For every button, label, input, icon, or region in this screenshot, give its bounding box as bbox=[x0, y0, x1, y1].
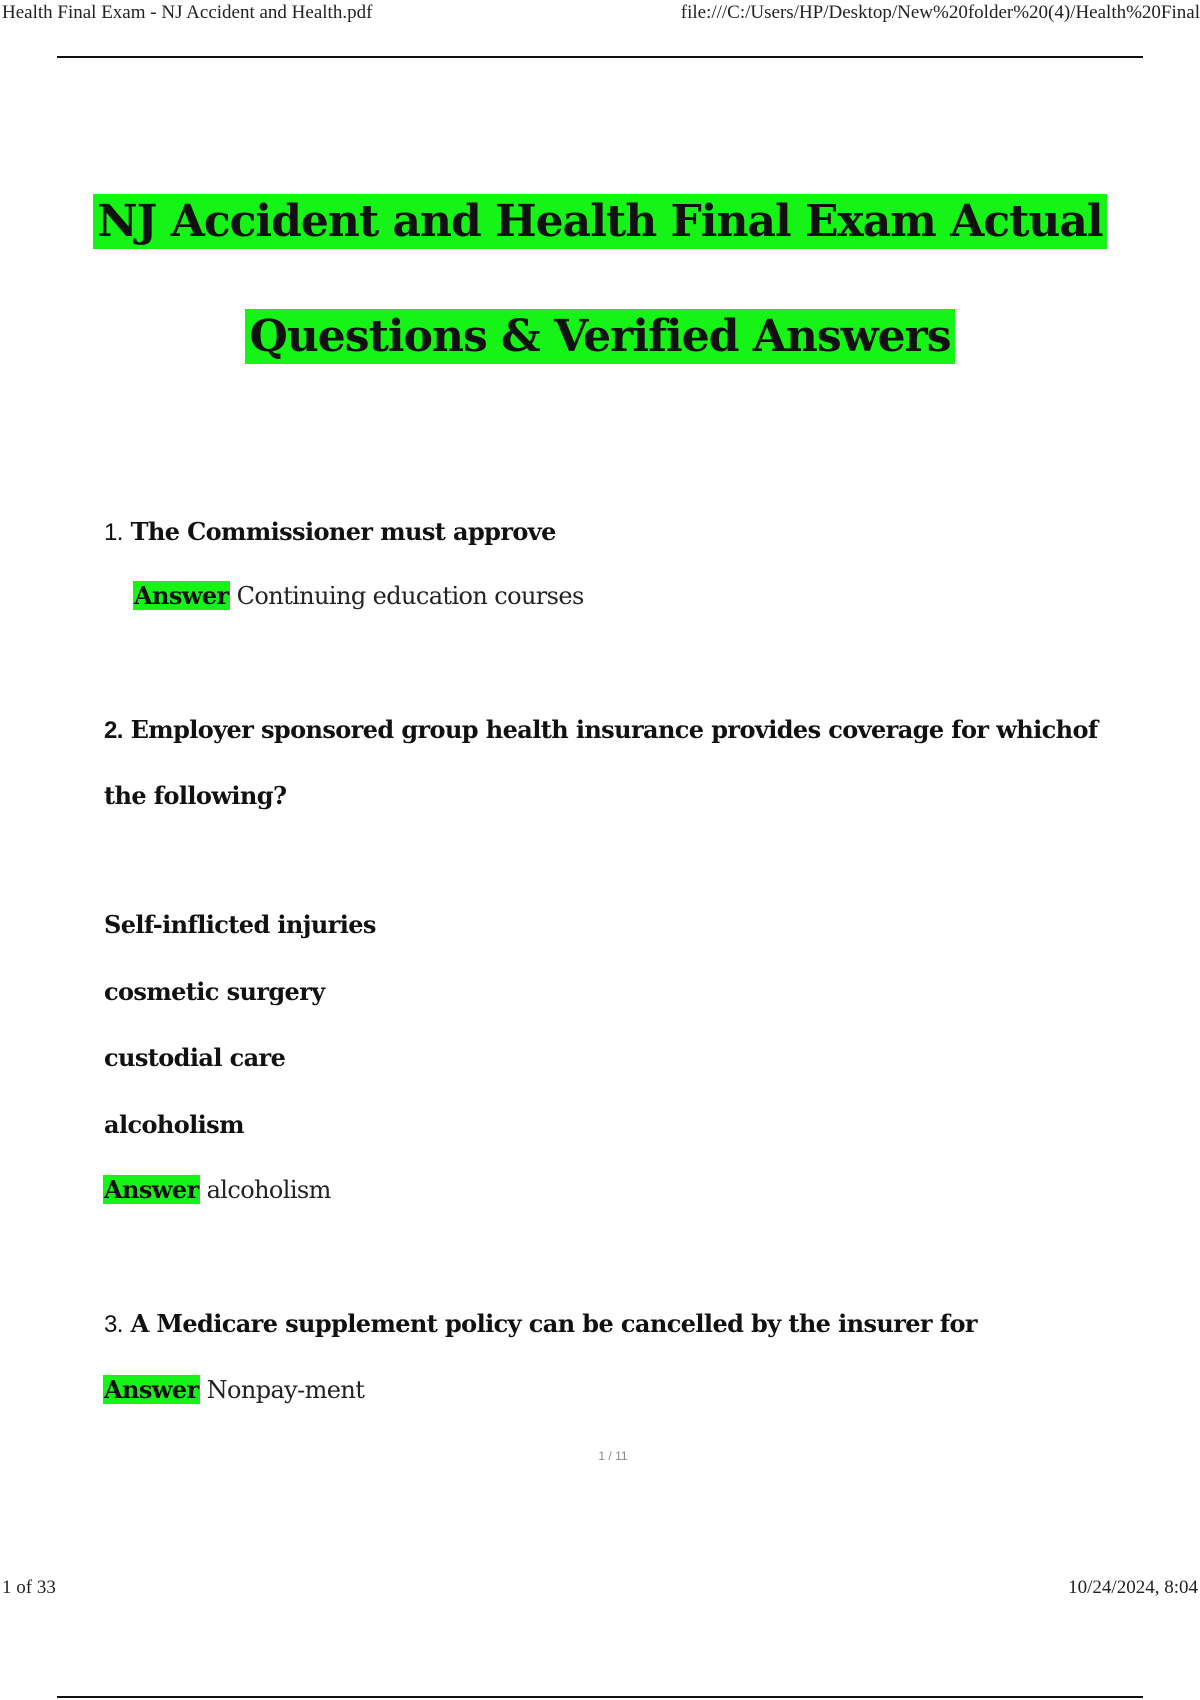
question-2 bbox=[104, 715, 1098, 745]
question-2-text-line-2: the following? bbox=[104, 781, 287, 810]
page-number: 1 / 11 bbox=[598, 1449, 628, 1463]
print-footer-datetime: 10/24/2024, 8:04 bbox=[1068, 1577, 1198, 1598]
question-2-option-2: cosmetic surgery bbox=[104, 977, 325, 1006]
question-1-text: The Commissioner must approve bbox=[130, 517, 556, 546]
answer-label: Answer bbox=[104, 1175, 199, 1204]
question-1-number: 1. bbox=[104, 519, 123, 546]
print-footer-page: 1 of 33 bbox=[2, 1577, 56, 1598]
question-1-answer bbox=[133, 581, 584, 610]
top-divider bbox=[57, 56, 1143, 58]
document-title-line-2 bbox=[0, 311, 1200, 362]
question-1 bbox=[104, 517, 556, 547]
document-title-text-2: Questions & Verified Answers bbox=[245, 309, 954, 364]
print-header-url: file:///C:/Users/HP/Desktop/New%20folder%20(4)/Health%20Final bbox=[680, 2, 1200, 23]
question-3-text: A Medicare supplement policy can be cancelled by the insurer for bbox=[130, 1309, 977, 1338]
answer-label: Answer bbox=[104, 1375, 199, 1404]
print-header bbox=[0, 0, 1200, 28]
question-2-answer bbox=[103, 1175, 331, 1204]
document-title-line-1 bbox=[0, 196, 1200, 247]
question-2-option-4: alcoholism bbox=[104, 1110, 244, 1139]
question-3-answer-text: Nonpay-ment bbox=[206, 1376, 365, 1404]
document-title-text-1: NJ Accident and Health Final Exam Actual bbox=[93, 194, 1106, 249]
print-header-title: Health Final Exam - NJ Accident and Health.pdf bbox=[2, 2, 373, 23]
question-2-option-1: Self-inflicted injuries bbox=[104, 910, 376, 939]
bottom-divider bbox=[57, 1696, 1143, 1698]
question-3-answer bbox=[103, 1375, 364, 1404]
question-1-answer-text: Continuing education courses bbox=[236, 582, 584, 610]
question-2-line-2 bbox=[104, 781, 286, 810]
question-3 bbox=[104, 1309, 977, 1339]
question-2-number: 2. bbox=[104, 717, 123, 744]
question-2-answer-text: alcoholism bbox=[206, 1176, 331, 1204]
question-3-number: 3. bbox=[104, 1311, 123, 1338]
answer-label: Answer bbox=[134, 581, 229, 610]
question-2-option-3: custodial care bbox=[104, 1043, 286, 1072]
question-2-text-line-1: Employer sponsored group health insurance provides coverage for whichof bbox=[130, 715, 1098, 744]
